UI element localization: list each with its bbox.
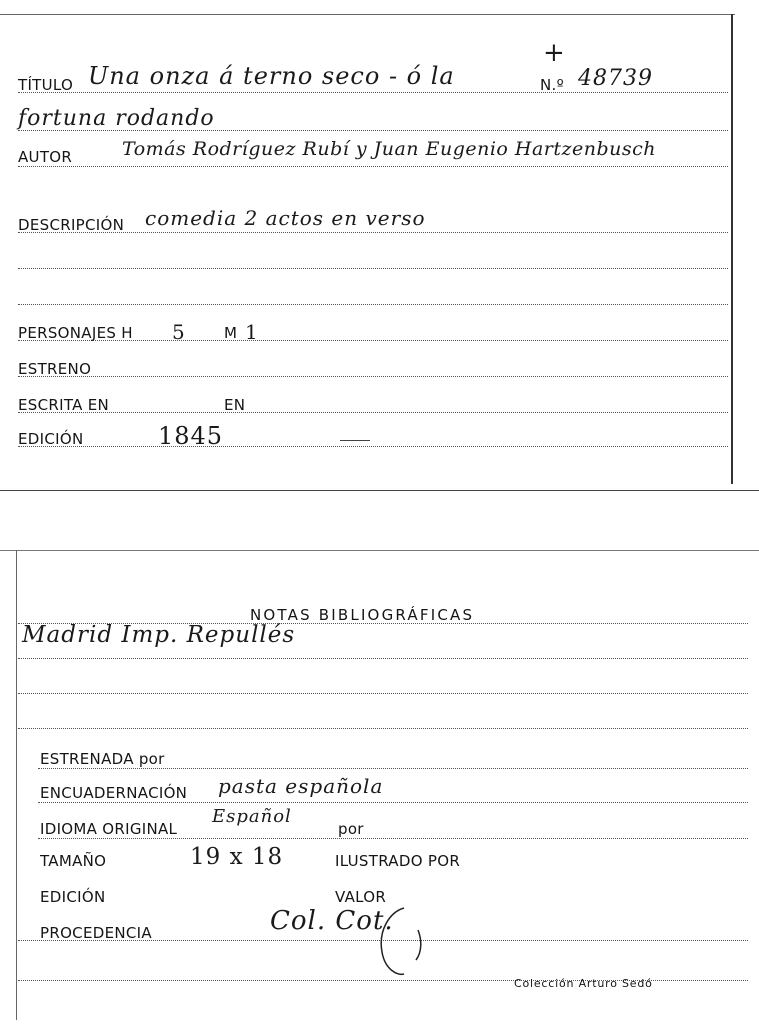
estrenada-label: ESTRENADA por <box>40 750 165 768</box>
cross-mark: + <box>543 38 566 68</box>
catalog-card-back <box>0 540 759 1028</box>
estreno-label: ESTRENO <box>18 360 92 378</box>
descripcion-value: comedia 2 actos en verso <box>145 206 426 230</box>
edicion-label: EDICIÓN <box>40 888 106 906</box>
numero-value: 48739 <box>578 66 653 91</box>
personajes-h-value: 5 <box>172 320 186 344</box>
card-left-edge <box>16 550 17 1020</box>
stamp-mark <box>360 900 430 980</box>
edicion-value: 1845 <box>158 422 224 450</box>
valor-label: VALOR <box>335 888 387 906</box>
encuadernacion-value: pasta española <box>218 774 384 798</box>
encuadernacion-label: ENCUADERNACIÓN <box>40 784 188 802</box>
notas-heading: NOTAS BIBLIOGRÁFICAS <box>250 606 475 624</box>
descripcion-label: DESCRIPCIÓN <box>18 216 125 234</box>
tamano-value: 19 x 18 <box>190 844 284 870</box>
titulo-value-line1: Una onza á terno seco - ó la <box>88 62 455 90</box>
notas-value: Madrid Imp. Repullés <box>22 622 296 648</box>
personajes-m-value: 1 <box>245 320 259 344</box>
ilustrado-por-label: ILUSTRADO POR <box>335 852 461 870</box>
numero-label: N.º <box>540 76 564 94</box>
personajes-m-label: M <box>224 324 238 342</box>
edicion-label: EDICIÓN <box>18 430 84 448</box>
autor-value: Tomás Rodríguez Rubí y Juan Eugenio Hartzenbusch <box>122 138 657 160</box>
card-right-edge <box>731 14 733 484</box>
procedencia-value: Col. Cot. <box>270 906 394 936</box>
personajes-label: PERSONAJES H <box>18 324 133 342</box>
autor-label: AUTOR <box>18 148 73 166</box>
catalog-card-front <box>0 0 759 495</box>
en-label: EN <box>224 396 246 414</box>
procedencia-label: PROCEDENCIA <box>40 924 152 942</box>
idioma-value: Español <box>212 806 292 827</box>
titulo-label: TÍTULO <box>18 76 74 94</box>
card-bottom-edge <box>0 490 759 491</box>
idioma-original-label: IDIOMA ORIGINAL <box>40 820 178 838</box>
escrita-en-label: ESCRITA EN <box>18 396 110 414</box>
pen-mark <box>340 440 370 441</box>
card-top-edge <box>0 550 759 551</box>
card-top-edge <box>0 14 735 15</box>
idioma-por-label: por <box>338 820 364 838</box>
tamano-label: TAMAÑO <box>40 852 107 870</box>
titulo-value-line2: fortuna rodando <box>18 106 215 131</box>
coleccion-imprint: Colección Arturo Sedó <box>514 977 653 990</box>
